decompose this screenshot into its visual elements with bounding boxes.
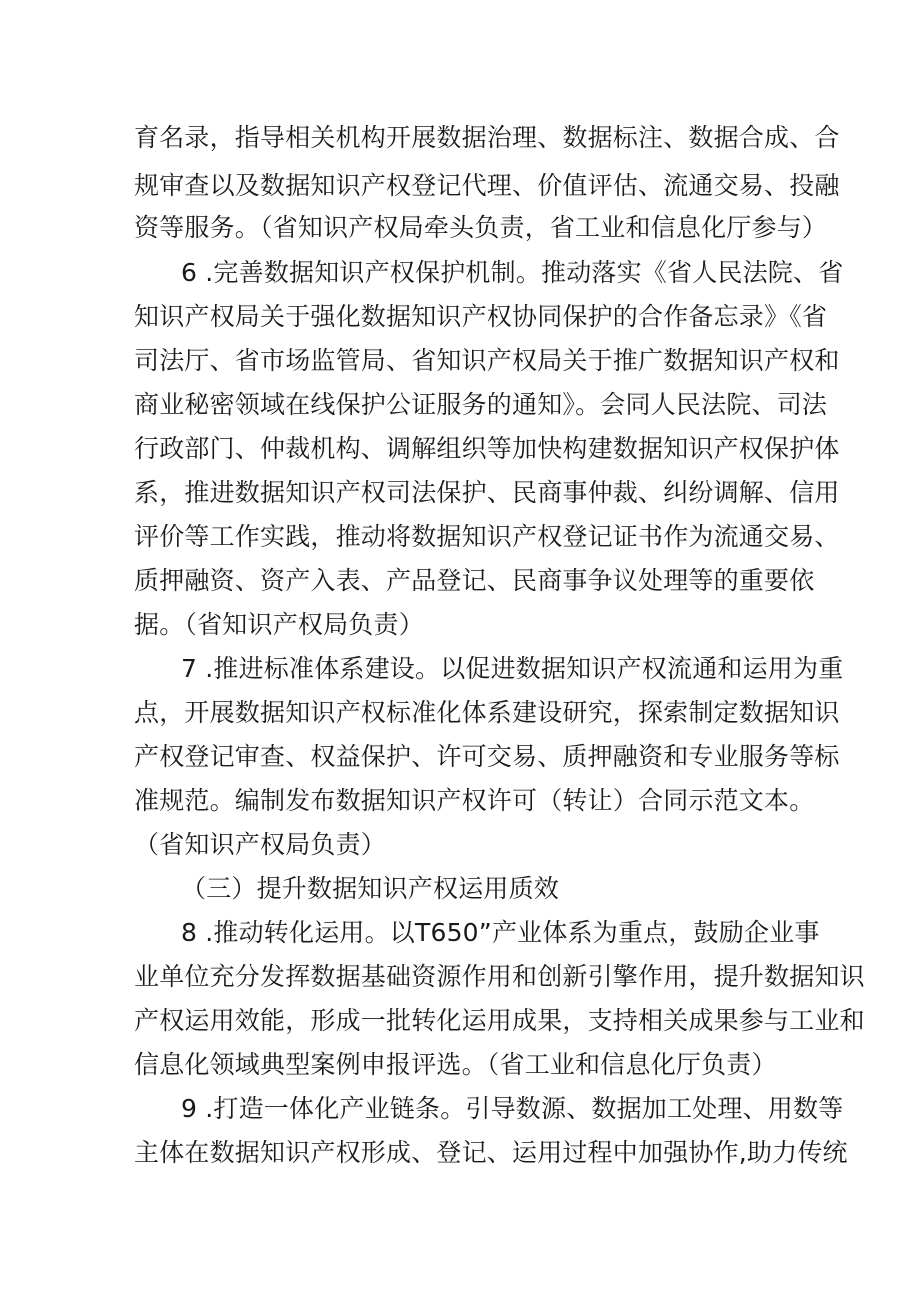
section-heading: （三）提升数据知识产权运用质效 <box>181 874 560 903</box>
paragraph-line: 系，推进数据知识产权司法保护、民商事仲裁、纠纷调解、信用 <box>134 478 840 507</box>
paragraph-line: 7 .推进标准体系建设。以促进数据知识产权流通和运用为重 <box>181 654 844 683</box>
paragraph-line: 据。（省知识产权局负责） <box>134 610 424 639</box>
paragraph-line: 信息化领域典型案例申报评选。（省工业和信息化厅负责） <box>134 1050 777 1079</box>
paragraph-line: 资等服务。（省知识产权局牵头负责，省工业和信息化厅参与） <box>134 213 828 242</box>
paragraph-line: 司法厅、省市场监管局、省知识产权局关于推广数据知识产权和 <box>134 346 840 375</box>
paragraph-line: 点，开展数据知识产权标准化体系建设研究，探索制定数据知识 <box>134 698 840 727</box>
paragraph-line: （省知识产权局负责） <box>134 830 387 859</box>
paragraph-line: 知识产权局关于强化数据知识产权协同保护的合作备忘录》《省 <box>134 302 828 331</box>
paragraph-line: 业单位充分发挥数据基础资源作用和创新引擎作用，提升数据知识 <box>134 962 865 991</box>
paragraph-line: 质押融资、资产入表、产品登记、民商事争议处理等的重要依 <box>134 566 815 595</box>
paragraph-line: 9 .打造一体化产业链条。引导数源、数据加工处理、用数等 <box>181 1094 844 1123</box>
paragraph-line: 行政部门、仲裁机构、调解组织等加快构建数据知识产权保护体 <box>134 434 840 463</box>
paragraph-line: 6 .完善数据知识产权保护机制。推动落实《省人民法院、省 <box>181 258 844 287</box>
paragraph-line: 准规范。编制发布数据知识产权许可（转让）合同示范文本。 <box>134 786 815 815</box>
paragraph-line: 规审查以及数据知识产权登记代理、价值评估、流通交易、投融 <box>134 171 840 200</box>
paragraph-line: 商业秘密领域在线保护公证服务的通知》。会同人民法院、司法 <box>134 390 828 419</box>
paragraph-line: 育名录，指导相关机构开展数据治理、数据标注、数据合成、合 <box>134 123 840 152</box>
paragraph-line: 主体在数据知识产权形成、登记、运用过程中加强协作,助力传统 <box>134 1138 848 1167</box>
paragraph-line: 产权运用效能，形成一批转化运用成果，支持相关成果参与工业和 <box>134 1006 865 1035</box>
paragraph-line: 产权登记审查、权益保护、许可交易、质押融资和专业服务等标 <box>134 742 840 771</box>
paragraph-line: 8 .推动转化运用。以T650”产业体系为重点，鼓励企业事 <box>181 918 820 947</box>
paragraph-line: 评价等工作实践，推动将数据知识产权登记证书作为流通交易、 <box>134 522 840 551</box>
